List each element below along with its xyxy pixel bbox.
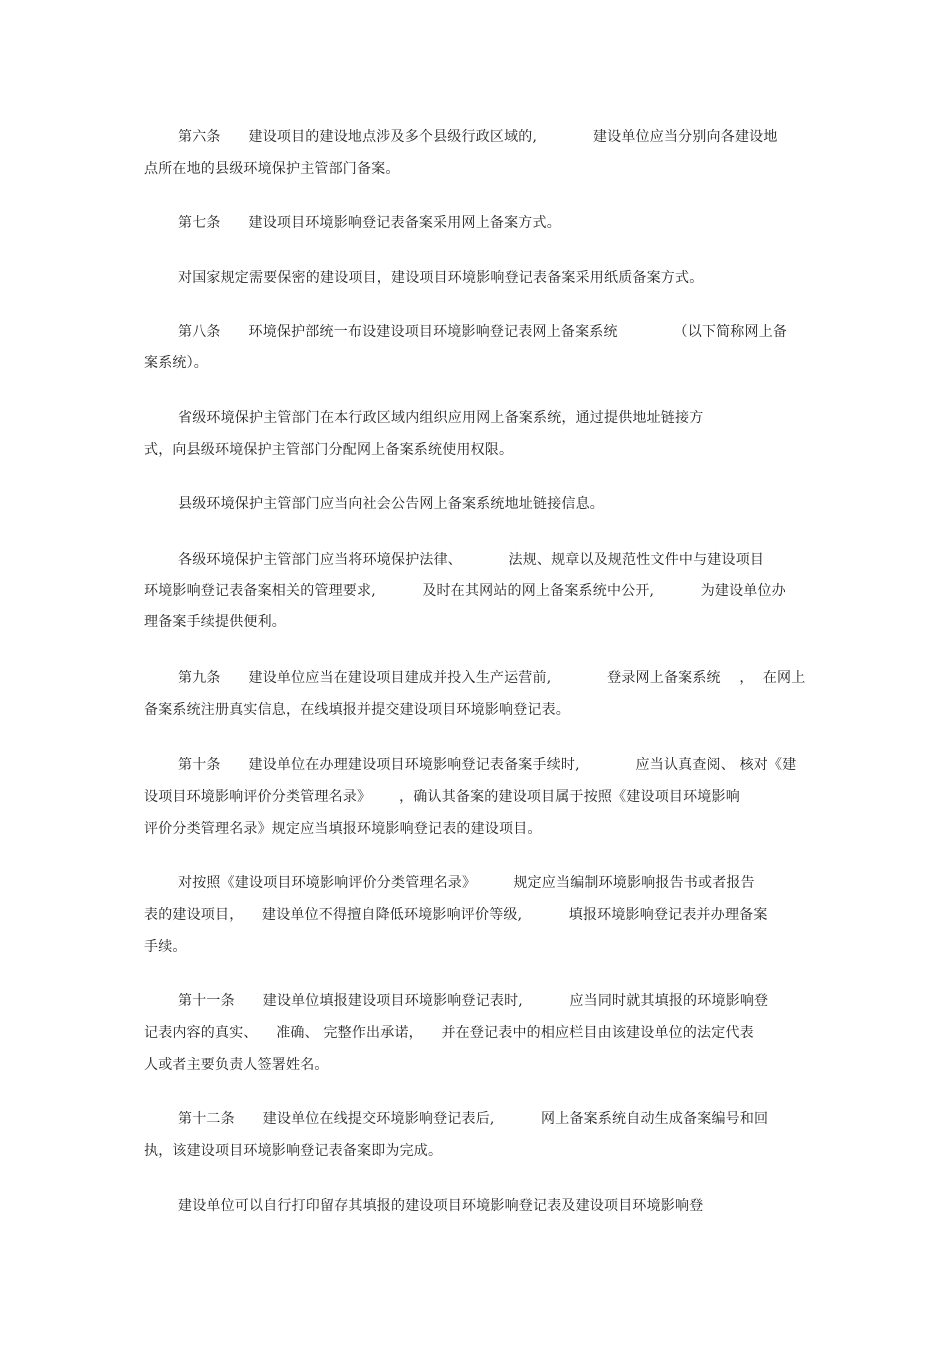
paragraph-line: 记表内容的真实、 准确、 完整作出承诺， 并在登记表中的相应栏目由该建设单位的法定代表 (144, 1025, 754, 1041)
paragraph-line: 手续。 (144, 939, 187, 955)
paragraph-line: 案系统）。 (144, 355, 208, 371)
paragraph-line: 表的建设项目， 建设单位不得擅自降低环境影响评价等级, 填报环境影响登记表并办理备案 (144, 907, 768, 923)
paragraph-line: 第十二条 建设单位在线提交环境影响登记表后, 网上备案系统自动生成备案编号和回 (178, 1111, 769, 1127)
paragraph-line: 执，该建设项目环境影响登记表备案即为完成。 (144, 1143, 443, 1159)
paragraph-line: 省级环境保护主管部门在本行政区域内组织应用网上备案系统，通过提供地址链接方 (178, 410, 704, 426)
paragraph-line: 环境影响登记表备案相关的管理要求, 及时在其网站的网上备案系统中公开, 为建设单位办 (144, 583, 786, 599)
paragraph-line: 设项目环境影响评价分类管理名录》 ，确认其备案的建设项目属于按照《建设项目环境影响 (144, 789, 740, 805)
paragraph-line: 对国家规定需要保密的建设项目，建设项目环境影响登记表备案采用纸质备案方式。 (178, 270, 704, 286)
paragraph-line: 第八条 环境保护部统一布设建设项目环境影响登记表网上备案系统 （以下简称网上备 (178, 324, 788, 340)
paragraph-line: 县级环境保护主管部门应当向社会公告网上备案系统地址链接信息。 (178, 496, 604, 512)
paragraph-line: 评价分类管理名录》规定应当填报环境影响登记表的建设项目。 (144, 821, 542, 837)
paragraph-line: 式，向县级环境保护主管部门分配网上备案系统使用权限。 (144, 442, 514, 458)
paragraph-line: 备案系统注册真实信息，在线填报并提交建设项目环境影响登记表。 (144, 702, 570, 718)
paragraph-line: 理备案手续提供便利。 (144, 614, 286, 630)
paragraph-line: 第六条 建设项目的建设地点涉及多个县级行政区域的, 建设单位应当分别向各建设地 (178, 129, 778, 145)
paragraph-line: 第七条 建设项目环境影响登记表备案采用网上备案方式。 (178, 215, 561, 231)
paragraph-line: 点所在地的县级环境保护主管部门备案。 (144, 161, 400, 177)
paragraph-line: 第十一条 建设单位填报建设项目环境影响登记表时, 应当同时就其填报的环境影响登 (178, 993, 769, 1009)
paragraph-line: 第十条 建设单位在办理建设项目环境影响登记表备案手续时, 应当认真查阅、 核对《建 (178, 757, 797, 773)
paragraph-line: 对按照《建设项目环境影响评价分类管理名录》 规定应当编制环境影响报告书或者报告 (178, 875, 755, 891)
paragraph-line: 第九条 建设单位应当在建设项目建成并投入生产运营前, 登录网上备案系统 ， 在网上 (178, 670, 806, 686)
paragraph-line: 各级环境保护主管部门应当将环境保护法律、 法规、规章以及规范性文件中与建设项目 (178, 552, 765, 568)
paragraph-line: 建设单位可以自行打印留存其填报的建设项目环境影响登记表及建设项目环境影响登 (178, 1198, 704, 1214)
paragraph-line: 人或者主要负责人签署姓名。 (144, 1057, 329, 1073)
